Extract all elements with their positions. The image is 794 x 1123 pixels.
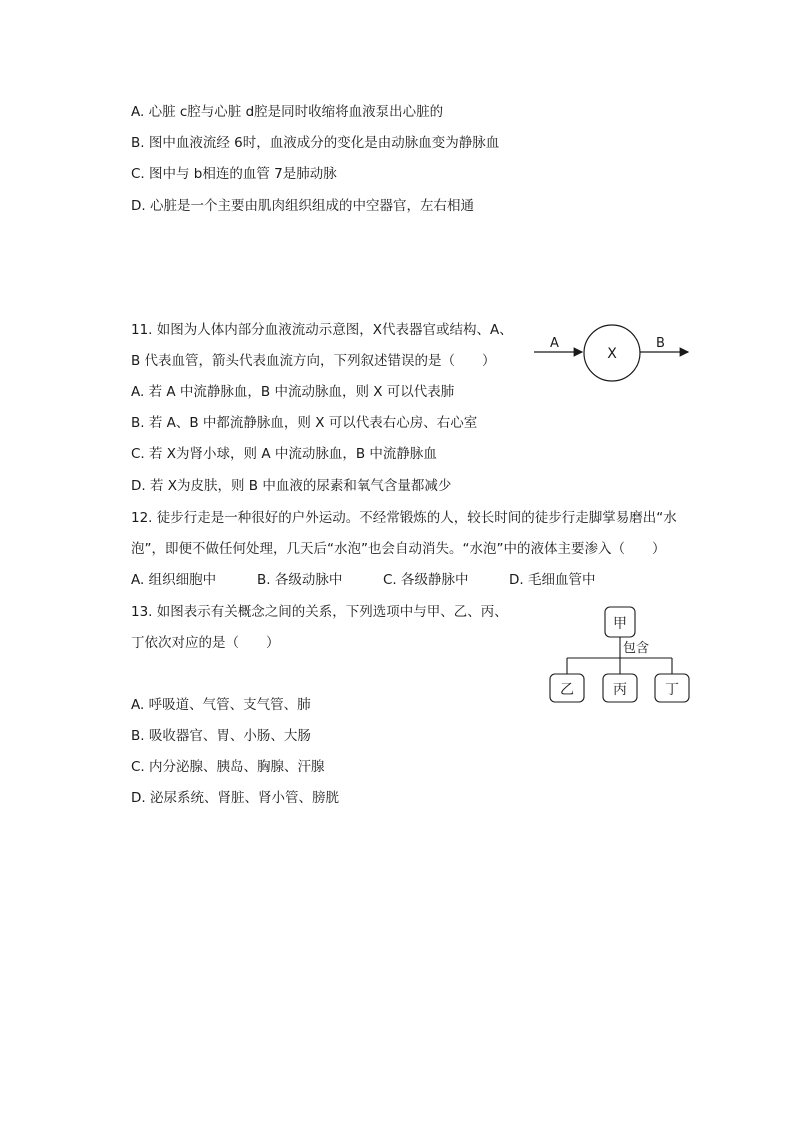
q13-stem-line2: 丁依次对应的是（ ） <box>131 635 280 651</box>
relation-label: 包含 <box>623 641 650 656</box>
q12-stem-line2: 泡”，即便不做任何处理，几天后“水泡”也会自动消失。“水泡”中的液体主要渗入（ ） <box>131 541 666 557</box>
q12-stem-line1: 12. 徒步行走是一种很好的户外运动。不经常锻炼的人，较长时间的徒步行走脚掌易磨出“水 <box>131 510 677 526</box>
vessel-b-label: B <box>656 336 665 351</box>
concept-label-yi: 乙 <box>560 682 574 698</box>
q11-stem-line1: 11. 如图为人体内部分血液流动示意图，X代表器官或结构、A、 <box>131 322 513 338</box>
q13-option-b: B. 吸收器官、胃、小肠、大肠 <box>131 728 311 744</box>
q10-option-b: B. 图中血液流经 6时，血液成分的变化是由动脉血变为静脉血 <box>131 135 500 151</box>
q11-option-d: D. 若 X为皮肤，则 B 中血液的尿素和氧气含量都减少 <box>131 478 452 494</box>
q12-option-d: D. 毛细血管中 <box>509 572 596 588</box>
q13-stem-line1: 13. 如图表示有关概念之间的关系，下列选项中与甲、乙、丙、 <box>131 604 508 620</box>
q12-option-c: C. 各级静脉中 <box>383 572 469 588</box>
concept-label-jia: 甲 <box>613 616 627 632</box>
organ-x-label: X <box>607 346 617 362</box>
q10-option-a: A. 心脏 c腔与心脏 d腔是同时收缩将血液泵出心脏的 <box>131 104 444 120</box>
q12-options-row <box>131 571 595 589</box>
vessel-a-label: A <box>550 336 559 351</box>
q11-option-b: B. 若 A、B 中都流静脉血，则 X 可以代表右心房、右心室 <box>131 415 478 431</box>
concept-tree-diagram <box>545 604 695 706</box>
q12-option-a: A. 组织细胞中 <box>131 572 217 588</box>
q13-option-a: A. 呼吸道、气管、支气管、肺 <box>131 697 311 713</box>
q10-option-d: D. 心脏是一个主要由肌肉组织组成的中空器官，左右相通 <box>131 198 474 214</box>
q10-option-c: C. 图中与 b相连的血管 7是肺动脉 <box>131 166 337 182</box>
q13-option-d: D. 泌尿系统、肾脏、肾小管、膀胱 <box>131 790 339 806</box>
q12-option-b: B. 各级动脉中 <box>257 572 343 588</box>
q11-stem-line2: B 代表血管，箭头代表血流方向，下列叙述错误的是（ ） <box>131 353 496 369</box>
concept-label-bing: 丙 <box>613 682 627 698</box>
q13-option-c: C. 内分泌腺、胰岛、胸腺、汗腺 <box>131 759 325 775</box>
blood-flow-diagram <box>528 318 698 390</box>
concept-label-ding: 丁 <box>665 682 679 698</box>
q11-option-a: A. 若 A 中流静脉血，B 中流动脉血，则 X 可以代表肺 <box>131 384 455 400</box>
q11-option-c: C. 若 X为肾小球，则 A 中流动脉血，B 中流静脉血 <box>131 446 437 462</box>
